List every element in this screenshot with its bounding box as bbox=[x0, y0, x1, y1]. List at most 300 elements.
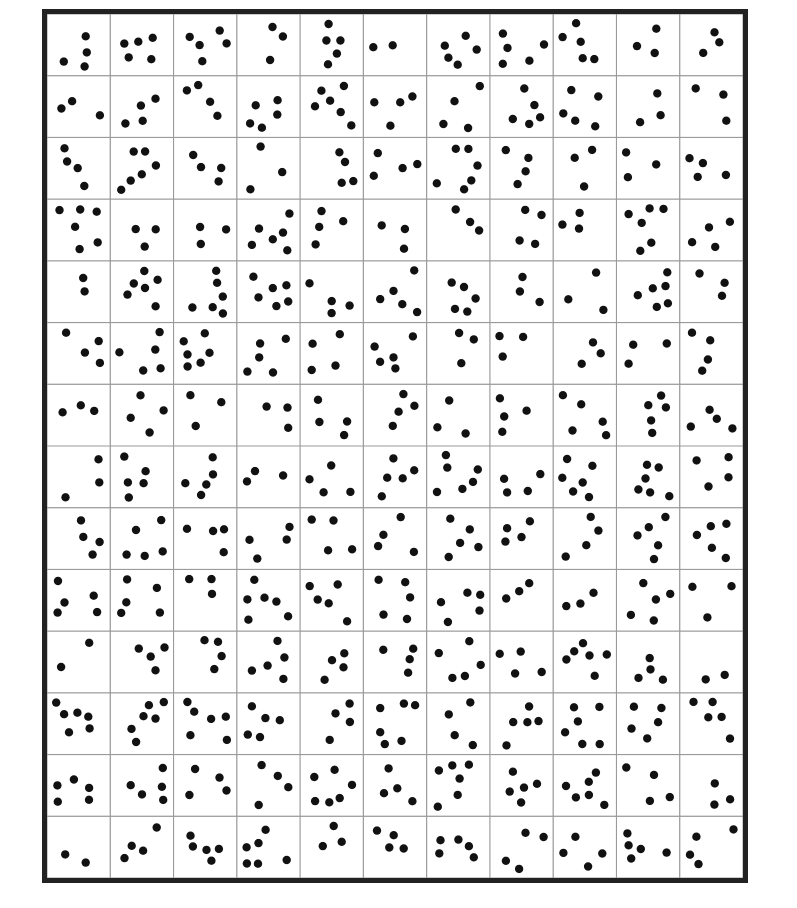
dot bbox=[284, 612, 292, 620]
dot bbox=[577, 38, 585, 46]
dot bbox=[521, 167, 529, 175]
dot bbox=[689, 698, 697, 706]
dot bbox=[562, 782, 570, 790]
dot bbox=[136, 391, 144, 399]
dot bbox=[408, 797, 416, 805]
dot bbox=[451, 731, 459, 739]
dot bbox=[195, 41, 203, 49]
dot bbox=[324, 20, 332, 28]
dot bbox=[314, 595, 322, 603]
dot bbox=[409, 332, 417, 340]
dot bbox=[139, 712, 147, 720]
dot bbox=[467, 176, 475, 184]
dot bbox=[325, 798, 333, 806]
dot bbox=[435, 766, 443, 774]
dot bbox=[189, 151, 197, 159]
dot bbox=[406, 655, 414, 663]
dot bbox=[476, 591, 484, 599]
dot bbox=[558, 474, 566, 482]
dot bbox=[461, 672, 469, 680]
dot bbox=[580, 182, 588, 190]
dot bbox=[695, 269, 703, 277]
dot bbox=[338, 838, 346, 846]
dot bbox=[374, 149, 382, 157]
dot bbox=[466, 525, 474, 533]
dot bbox=[410, 402, 418, 410]
dot bbox=[140, 267, 148, 275]
dot bbox=[376, 358, 384, 366]
dot bbox=[183, 362, 191, 370]
dot bbox=[502, 594, 510, 602]
dot bbox=[85, 784, 93, 792]
dot bbox=[201, 329, 209, 337]
dot bbox=[156, 608, 164, 616]
dot bbox=[152, 225, 160, 233]
dot bbox=[702, 675, 710, 683]
dot bbox=[262, 402, 270, 410]
dot bbox=[132, 738, 140, 746]
dot bbox=[466, 698, 474, 706]
dot bbox=[536, 470, 544, 478]
dot bbox=[410, 266, 418, 274]
dot bbox=[206, 98, 214, 106]
dot bbox=[455, 774, 463, 782]
dot bbox=[448, 278, 456, 286]
dot bbox=[315, 223, 323, 231]
dot bbox=[279, 32, 287, 40]
dot bbox=[495, 332, 503, 340]
dot bbox=[75, 245, 83, 253]
dot bbox=[90, 407, 98, 415]
dot bbox=[53, 781, 61, 789]
dot bbox=[243, 367, 251, 375]
dot bbox=[374, 576, 382, 584]
dot bbox=[223, 736, 231, 744]
dot bbox=[82, 32, 90, 40]
dot bbox=[209, 453, 217, 461]
dot bbox=[433, 488, 441, 496]
dot bbox=[95, 478, 103, 486]
dot bbox=[341, 158, 349, 166]
dot bbox=[141, 242, 149, 250]
dot bbox=[269, 368, 277, 376]
dot bbox=[650, 616, 658, 624]
dot bbox=[268, 23, 276, 31]
dot bbox=[369, 43, 377, 51]
dot bbox=[285, 209, 293, 217]
dot bbox=[458, 485, 466, 493]
dot bbox=[219, 292, 227, 300]
dot bbox=[409, 645, 417, 653]
dot bbox=[703, 613, 711, 621]
dot bbox=[389, 41, 397, 49]
dot bbox=[334, 580, 342, 588]
dot bbox=[711, 779, 719, 787]
dot bbox=[661, 513, 669, 521]
dot bbox=[310, 773, 318, 781]
dot bbox=[152, 161, 160, 169]
dot bbox=[200, 636, 208, 644]
dot bbox=[624, 360, 632, 368]
dot bbox=[651, 49, 659, 57]
dot bbox=[661, 282, 669, 290]
dot bbox=[571, 154, 579, 162]
dot bbox=[94, 455, 102, 463]
dot bbox=[73, 709, 81, 717]
dot bbox=[315, 418, 323, 426]
dot bbox=[319, 488, 327, 496]
dot bbox=[559, 849, 567, 857]
dot bbox=[463, 307, 471, 315]
dot bbox=[326, 736, 334, 744]
dot bbox=[525, 702, 533, 710]
dot bbox=[53, 608, 61, 616]
dot bbox=[125, 53, 133, 61]
dot bbox=[370, 342, 378, 350]
dot bbox=[379, 646, 387, 654]
dot bbox=[727, 582, 735, 590]
dot bbox=[197, 163, 205, 171]
dot bbox=[322, 36, 330, 44]
dot bbox=[77, 401, 85, 409]
dot bbox=[410, 548, 418, 556]
dot bbox=[308, 515, 316, 523]
dot bbox=[477, 661, 485, 669]
dot bbox=[84, 713, 92, 721]
dot bbox=[115, 348, 123, 356]
dot bbox=[139, 847, 147, 855]
dot bbox=[401, 578, 409, 586]
dot bbox=[243, 477, 251, 485]
dot bbox=[662, 403, 670, 411]
dot bbox=[624, 210, 632, 218]
dot bbox=[339, 663, 347, 671]
dot bbox=[398, 300, 406, 308]
dot bbox=[663, 339, 671, 347]
dot bbox=[413, 160, 421, 168]
dot bbox=[726, 218, 734, 226]
dot bbox=[515, 587, 523, 595]
dot bbox=[349, 177, 357, 185]
dot bbox=[579, 639, 587, 647]
dot bbox=[340, 82, 348, 90]
dot bbox=[345, 301, 353, 309]
dot bbox=[336, 794, 344, 802]
dot bbox=[650, 771, 658, 779]
dot bbox=[698, 367, 706, 375]
dot bbox=[253, 554, 261, 562]
dot bbox=[279, 675, 287, 683]
dot bbox=[599, 418, 607, 426]
dot bbox=[451, 305, 459, 313]
dot bbox=[653, 89, 661, 97]
dot bbox=[120, 39, 128, 47]
dot bbox=[624, 841, 632, 849]
dot bbox=[465, 637, 473, 645]
dot bbox=[585, 791, 593, 799]
dot bbox=[370, 172, 378, 180]
dot bbox=[454, 835, 462, 843]
dot bbox=[214, 177, 222, 185]
dot bbox=[536, 113, 544, 121]
dot bbox=[533, 780, 541, 788]
dot bbox=[137, 101, 145, 109]
dot bbox=[117, 609, 125, 617]
dot bbox=[454, 791, 462, 799]
dot bbox=[305, 279, 313, 287]
dot bbox=[328, 297, 336, 305]
dot bbox=[273, 110, 281, 118]
dot bbox=[346, 718, 354, 726]
dot bbox=[121, 119, 129, 127]
dot bbox=[585, 778, 593, 786]
dot bbox=[728, 424, 736, 432]
dot bbox=[324, 546, 332, 554]
dot bbox=[79, 274, 87, 282]
dot bbox=[600, 801, 608, 809]
dot bbox=[694, 173, 702, 181]
dot bbox=[222, 713, 230, 721]
dot bbox=[197, 491, 205, 499]
dot bbox=[585, 493, 593, 501]
dot bbox=[212, 267, 220, 275]
dot bbox=[450, 97, 458, 105]
dot bbox=[688, 583, 696, 591]
dot bbox=[183, 525, 191, 533]
dot bbox=[456, 539, 464, 547]
dot bbox=[563, 455, 571, 463]
dot bbox=[380, 789, 388, 797]
dot bbox=[125, 493, 133, 501]
dot bbox=[524, 487, 532, 495]
dot bbox=[657, 391, 665, 399]
dot bbox=[665, 492, 673, 500]
dot bbox=[664, 299, 672, 307]
dot bbox=[517, 647, 525, 655]
dot bbox=[729, 825, 737, 833]
dot bbox=[524, 154, 532, 162]
dot bbox=[251, 467, 259, 475]
dot bbox=[460, 283, 468, 291]
dot bbox=[274, 772, 282, 780]
dot bbox=[624, 173, 632, 181]
dot bbox=[476, 82, 484, 90]
dot bbox=[509, 718, 517, 726]
dot bbox=[128, 842, 136, 850]
dot bbox=[404, 669, 412, 677]
dot bbox=[521, 829, 529, 837]
dot bbox=[71, 223, 79, 231]
dot bbox=[726, 734, 734, 742]
dot bbox=[117, 186, 125, 194]
dot bbox=[147, 652, 155, 660]
dot bbox=[568, 426, 576, 434]
dot bbox=[327, 309, 335, 317]
dot bbox=[503, 524, 511, 532]
dot bbox=[647, 416, 655, 424]
dot bbox=[590, 55, 598, 63]
dot bbox=[338, 179, 346, 187]
dot bbox=[390, 831, 398, 839]
dot bbox=[279, 471, 287, 479]
dot bbox=[153, 584, 161, 592]
dot bbox=[138, 790, 146, 798]
dot bbox=[263, 661, 271, 669]
dot bbox=[647, 239, 655, 247]
dot bbox=[637, 845, 645, 853]
dot bbox=[132, 225, 140, 233]
dot bbox=[151, 714, 159, 722]
dot bbox=[139, 479, 147, 487]
dot bbox=[599, 306, 607, 314]
dot bbox=[633, 42, 641, 50]
dot bbox=[535, 298, 543, 306]
dot bbox=[328, 656, 336, 664]
dot bbox=[445, 553, 453, 561]
dot bbox=[266, 56, 274, 64]
dot bbox=[699, 159, 707, 167]
dot bbox=[185, 791, 193, 799]
dot bbox=[385, 843, 393, 851]
dot bbox=[386, 122, 394, 130]
dot bbox=[509, 115, 517, 123]
dot bbox=[55, 206, 63, 214]
dot bbox=[558, 33, 566, 41]
dot bbox=[400, 245, 408, 253]
dot bbox=[255, 353, 263, 361]
dot bbox=[331, 709, 339, 717]
dot bbox=[594, 526, 602, 534]
dot bbox=[256, 733, 264, 741]
dot bbox=[85, 796, 93, 804]
dot bbox=[585, 651, 593, 659]
dot bbox=[500, 412, 508, 420]
dot bbox=[314, 396, 322, 404]
dot bbox=[343, 617, 351, 625]
dot bbox=[389, 353, 397, 361]
dot bbox=[278, 168, 286, 176]
dot bbox=[666, 793, 674, 801]
dot bbox=[63, 157, 71, 165]
dot bbox=[370, 98, 378, 106]
dot bbox=[147, 55, 155, 63]
dot bbox=[643, 734, 651, 742]
dot bbox=[446, 515, 454, 523]
dot bbox=[80, 62, 88, 70]
dot bbox=[52, 698, 60, 706]
dot bbox=[506, 787, 514, 795]
dot bbox=[217, 398, 225, 406]
dot bbox=[570, 703, 578, 711]
dot bbox=[509, 768, 517, 776]
dot bbox=[595, 703, 603, 711]
dot bbox=[655, 463, 663, 471]
dot bbox=[575, 209, 583, 217]
dot bbox=[694, 860, 702, 868]
dot bbox=[518, 273, 526, 281]
dot bbox=[273, 637, 281, 645]
dot bbox=[391, 364, 399, 372]
dot bbox=[558, 220, 566, 228]
dot bbox=[151, 95, 159, 103]
dot bbox=[194, 81, 202, 89]
dot bbox=[151, 666, 159, 674]
dot bbox=[474, 543, 482, 551]
dot bbox=[567, 86, 575, 94]
dot bbox=[719, 90, 727, 98]
dot bbox=[502, 146, 510, 154]
dot bbox=[308, 366, 316, 374]
dot bbox=[340, 649, 348, 657]
dot bbox=[710, 800, 718, 808]
dot bbox=[523, 718, 531, 726]
dot bbox=[435, 649, 443, 657]
dot bbox=[571, 117, 579, 125]
dot bbox=[411, 701, 419, 709]
dot bbox=[645, 523, 653, 531]
dot bbox=[500, 475, 508, 483]
dot bbox=[578, 360, 586, 368]
dot bbox=[699, 49, 707, 57]
dot bbox=[208, 590, 216, 598]
dot bbox=[499, 352, 507, 360]
dot bbox=[708, 544, 716, 552]
dot bbox=[157, 516, 165, 524]
dot bbox=[283, 403, 291, 411]
dot bbox=[648, 429, 656, 437]
dot bbox=[197, 240, 205, 248]
dot bbox=[433, 179, 441, 187]
dot bbox=[308, 340, 316, 348]
dot bbox=[207, 575, 215, 583]
dot bbox=[320, 676, 328, 684]
dot bbox=[61, 493, 69, 501]
dot bbox=[186, 33, 194, 41]
dot bbox=[577, 400, 585, 408]
dot bbox=[186, 731, 194, 739]
dot bbox=[473, 161, 481, 169]
dot bbox=[517, 533, 525, 541]
dot bbox=[60, 598, 68, 606]
dot bbox=[717, 713, 725, 721]
dot bbox=[205, 349, 213, 357]
dot bbox=[646, 654, 654, 662]
dot bbox=[246, 119, 254, 127]
dot bbox=[123, 290, 131, 298]
dot bbox=[248, 702, 256, 710]
dot bbox=[534, 717, 542, 725]
dot bbox=[525, 57, 533, 65]
dot bbox=[517, 798, 525, 806]
dot bbox=[283, 856, 291, 864]
dot bbox=[188, 303, 196, 311]
dot bbox=[559, 391, 567, 399]
dot bbox=[202, 480, 210, 488]
dot bbox=[622, 148, 630, 156]
dot bbox=[433, 423, 441, 431]
dot-grid-board bbox=[42, 9, 748, 883]
dot bbox=[255, 224, 263, 232]
dot bbox=[473, 45, 481, 53]
dot bbox=[627, 724, 635, 732]
dot bbox=[257, 761, 265, 769]
dot bbox=[692, 833, 700, 841]
dot bbox=[408, 92, 416, 100]
dot bbox=[273, 96, 281, 104]
dot bbox=[311, 102, 319, 110]
dot bbox=[348, 781, 356, 789]
dot bbox=[646, 665, 654, 673]
